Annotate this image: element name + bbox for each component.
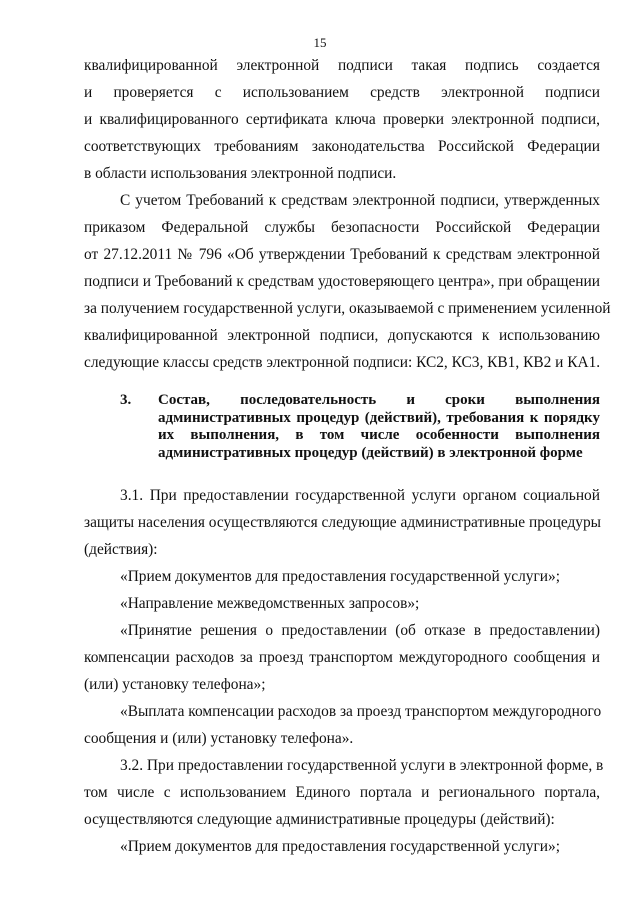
section-title-line: административных процедур (действий) в электронной форме xyxy=(158,444,583,461)
text-line: и квалифицированного сертификата ключа проверки электронной подписи, xyxy=(84,111,600,128)
text-line: (действия): xyxy=(84,541,158,558)
text-line: защиты населения осуществляются следующие административные процедуры xyxy=(84,514,602,531)
section-title-line: Состав, последовательность и сроки выполнения xyxy=(158,392,600,408)
text-line: «Прием документов для предоставления государственной услуги»; xyxy=(120,568,560,585)
text-line: 3.2. При предоставлении государственной услуги в электронной форме, в xyxy=(120,757,604,774)
section-number: 3. xyxy=(120,392,132,408)
text-line: квалифицированной электронной подписи такая подпись создается xyxy=(84,57,600,74)
procedure-item xyxy=(84,590,600,617)
text-line: 3.1. При предоставлении государственной услуги органом социальной xyxy=(120,487,600,504)
text-line: «Выплата компенсации расходов за проезд транспортом междугородного xyxy=(120,703,602,720)
section-heading xyxy=(84,392,600,462)
page-number: 15 xyxy=(313,35,327,50)
paragraph-3-1 xyxy=(84,482,600,563)
text-line: и проверяется с использованием средств электронной подписи xyxy=(84,84,600,101)
text-line: компенсации расходов за проезд транспортом междугородного сообщения и xyxy=(84,649,600,666)
text-line: приказом Федеральной службы безопасности Российской Федерации xyxy=(84,219,600,236)
text-line: квалифицированной электронной подписи, допускаются к использованию xyxy=(84,327,600,344)
text-line: (или) установку телефона»; xyxy=(84,676,266,693)
procedure-item xyxy=(84,833,600,860)
procedure-item xyxy=(84,698,600,752)
text-line: «Прием документов для предоставления государственной услуги»; xyxy=(120,838,560,855)
section-title-line: их выполнения, в том числе особенности выполнения xyxy=(158,427,600,443)
text-line: «Направление межведомственных запросов»; xyxy=(120,595,420,612)
text-line: сообщения и (или) установку телефона». xyxy=(84,730,354,747)
text-line: осуществляются следующие административные процедуры (действий): xyxy=(84,811,555,828)
text-line: том числе с использованием Единого портала и регионального портала, xyxy=(84,784,600,801)
document-body xyxy=(84,52,611,860)
paragraph-3-2 xyxy=(84,752,604,833)
section-title-line: административных процедур (действий), требования к порядку xyxy=(158,409,600,426)
requirements-paragraph xyxy=(84,187,611,376)
text-line: за получением государственной услуги, оказываемой с применением усиленной xyxy=(84,300,611,317)
procedure-item xyxy=(84,563,600,590)
section-title xyxy=(158,392,600,462)
text-line: «Принятие решения о предоставлении (об отказе в предоставлении) xyxy=(120,622,600,639)
text-line: соответствующих требованиям законодательства Российской Федерации xyxy=(84,138,600,155)
procedure-item xyxy=(84,617,600,698)
intro-paragraph xyxy=(84,52,600,187)
text-line: следующие классы средств электронной подписи: КС2, КС3, КВ1, КВ2 и КА1. xyxy=(84,354,601,371)
text-line: в области использования электронной подписи. xyxy=(84,165,397,182)
text-line: подписи и Требований к средствам удостоверяющего центра», при обращении xyxy=(84,273,600,290)
text-line: С учетом Требований к средствам электронной подписи, утвержденных xyxy=(120,192,600,209)
text-line: от 27.12.2011 № 796 «Об утверждении Требований к средствам электронной xyxy=(84,246,600,263)
